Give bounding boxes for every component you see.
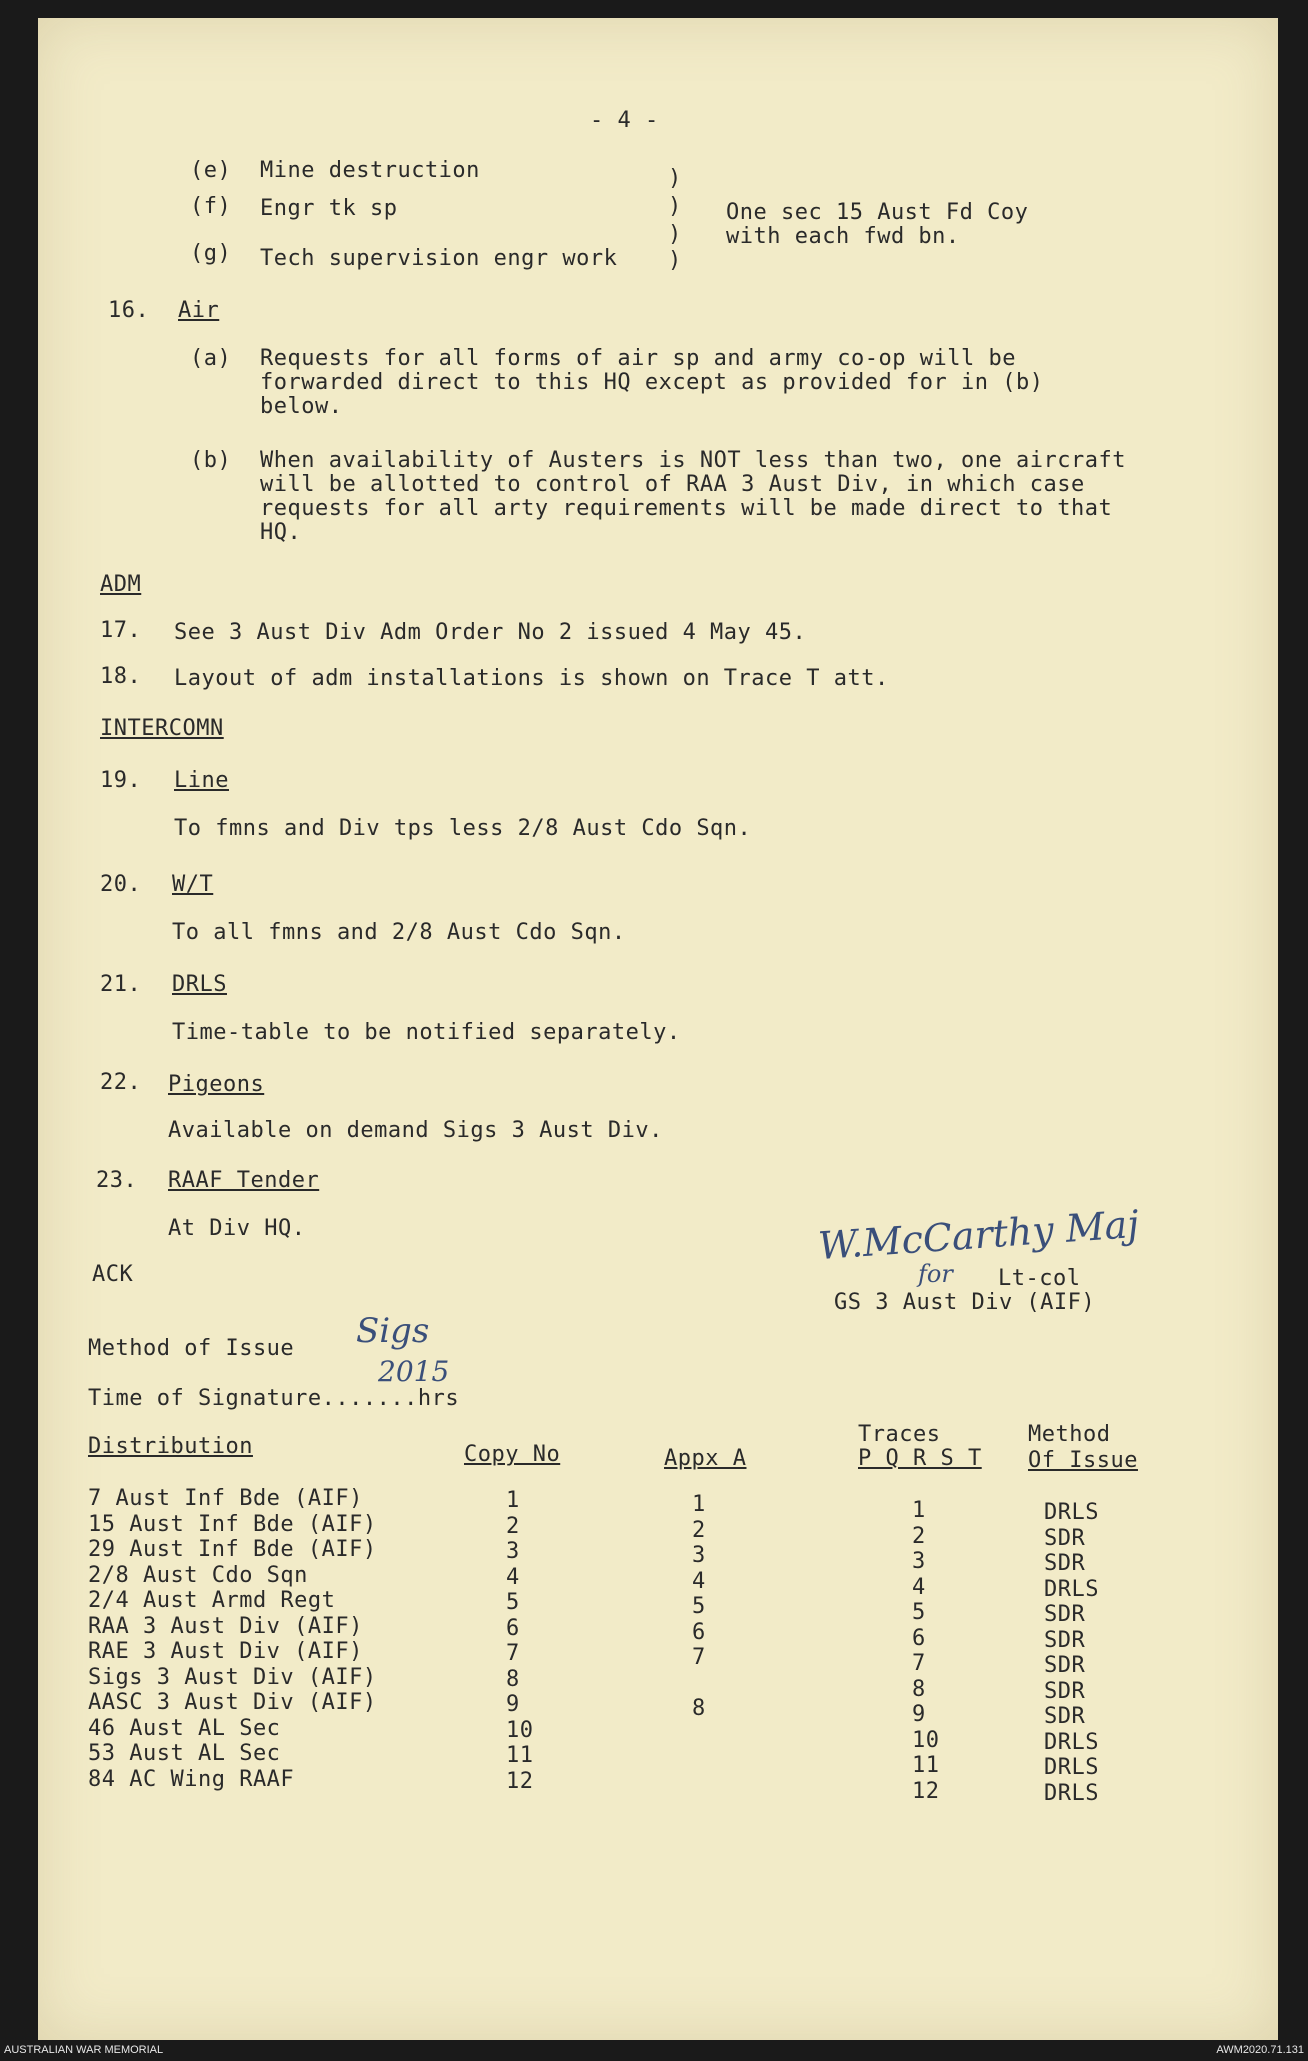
- dist-appx-cell: 3: [692, 1543, 706, 1568]
- header-appx: Appx A: [664, 1446, 747, 1471]
- bracket: ): [668, 166, 682, 191]
- dist-copy-cell: 12: [506, 1768, 534, 1794]
- time-of-signature-handwritten: 2015: [378, 1355, 450, 1388]
- dist-unit-cell: 53 Aust AL Sec: [88, 1741, 281, 1766]
- dist-unit-cell: Sigs 3 Aust Div (AIF): [88, 1664, 377, 1690]
- para19-number: 19.: [100, 768, 142, 793]
- dist-appx-cell: 7: [692, 1645, 706, 1670]
- page-number: - 4 -: [590, 108, 659, 133]
- para19-heading: Line: [174, 768, 229, 793]
- dist-method-cell: DRLS: [1044, 1500, 1099, 1525]
- header-method: Method: [1028, 1422, 1111, 1447]
- dist-unit-cell: 2/8 Aust Cdo Sqn: [88, 1562, 308, 1588]
- dist-unit-cell: 15 Aust Inf Bde (AIF): [88, 1511, 377, 1537]
- task-g-letter: (g): [190, 241, 232, 266]
- dist-trace-cell: 2: [912, 1523, 926, 1549]
- dist-unit-cell: 29 Aust Inf Bde (AIF): [88, 1537, 377, 1562]
- dist-copy-cell: 11: [506, 1743, 534, 1768]
- header-of-issue: Of Issue: [1028, 1448, 1138, 1473]
- para17-text: See 3 Aust Div Adm Order No 2 issued 4 May 45.: [174, 620, 807, 645]
- header-traces-sub: P Q R S T: [858, 1446, 982, 1471]
- dist-copy-cell: 9: [506, 1692, 520, 1717]
- footer-right: AWM2020.71.131: [1216, 2044, 1304, 2056]
- para22-heading: Pigeons: [168, 1072, 265, 1097]
- para16a-line: forwarded direct to this HQ except as provided for in (b): [260, 370, 1044, 395]
- header-traces: Traces: [858, 1422, 941, 1447]
- engr-note-line1: One sec 15 Aust Fd Coy: [726, 200, 1029, 225]
- dist-unit-cell: 7 Aust Inf Bde (AIF): [88, 1486, 363, 1511]
- para18-text: Layout of adm installations is shown on Trace T att.: [174, 666, 889, 691]
- dist-copy-cell: 6: [506, 1615, 520, 1641]
- archive-footer: [0, 2040, 1308, 2061]
- dist-unit-cell: RAE 3 Aust Div (AIF): [88, 1639, 363, 1664]
- intercomn-heading: INTERCOMN: [100, 716, 224, 741]
- para21-heading: DRLS: [172, 972, 227, 997]
- dist-trace-cell: 11: [912, 1753, 940, 1778]
- engr-note-line2: with each fwd bn.: [726, 224, 960, 249]
- dist-method-cell: SDR: [1044, 1678, 1086, 1704]
- para20-text: To all fmns and 2/8 Aust Cdo Sqn.: [172, 920, 626, 945]
- footer-left: AUSTRALIAN WAR MEMORIAL: [4, 2044, 164, 2056]
- dist-trace-cell: 1: [912, 1498, 926, 1523]
- dist-copy-cell: 1: [506, 1488, 520, 1513]
- dist-copy-cell: 2: [506, 1513, 520, 1539]
- dist-copy-cell: 3: [506, 1539, 520, 1564]
- dist-trace-cell: 10: [912, 1727, 940, 1753]
- bracket: ): [668, 222, 682, 247]
- adm-heading: ADM: [100, 572, 142, 597]
- para23-heading: RAAF Tender: [168, 1168, 320, 1193]
- task-g-text: Tech supervision engr work: [260, 246, 618, 271]
- task-e-text: Mine destruction: [260, 158, 480, 183]
- dist-method-cell: SDR: [1044, 1704, 1086, 1729]
- dist-copy-cell: 5: [506, 1590, 520, 1615]
- signature-for: for: [918, 1260, 953, 1288]
- task-e-letter: (e): [190, 158, 232, 183]
- para16b-line: requests for all arty requirements will be made direct to that: [260, 496, 1113, 521]
- dist-method-cell: SDR: [1044, 1627, 1086, 1653]
- dist-trace-cell: 5: [912, 1600, 926, 1625]
- dist-appx-cell: 1: [692, 1492, 706, 1517]
- para16a-letter: (a): [190, 346, 232, 371]
- para16b-line: When availability of Austers is NOT less than two, one aircraft: [260, 448, 1126, 473]
- para19-text: To fmns and Div tps less 2/8 Aust Cdo Sqn.: [174, 816, 752, 841]
- para17-number: 17.: [100, 618, 142, 643]
- dist-copy-cell: 8: [506, 1666, 520, 1692]
- dist-appx-cell: 2: [692, 1517, 706, 1543]
- para16-heading: Air: [178, 298, 220, 323]
- para23-number: 23.: [96, 1168, 138, 1193]
- dist-copy-cell: 10: [506, 1717, 534, 1743]
- bracket: ): [668, 194, 682, 219]
- dist-appx-cell: 4: [692, 1568, 706, 1594]
- dist-trace-cell: 6: [912, 1625, 926, 1651]
- dist-trace-cell: 12: [912, 1778, 940, 1804]
- dist-unit-cell: AASC 3 Aust Div (AIF): [88, 1690, 377, 1715]
- dist-trace-cell: 9: [912, 1702, 926, 1727]
- handwritten-signature: W.McCarthy Maj: [816, 1201, 1141, 1269]
- dist-method-cell: DRLS: [1044, 1576, 1099, 1602]
- dist-method-cell: SDR: [1044, 1602, 1086, 1627]
- dist-copy-cell: 4: [506, 1564, 520, 1590]
- time-of-signature-label: Time of Signature.......hrs: [88, 1386, 460, 1411]
- dist-method-cell: SDR: [1044, 1551, 1086, 1576]
- para16b-letter: (b): [190, 448, 232, 473]
- dist-trace-cell: 4: [912, 1574, 926, 1600]
- para20-number: 20.: [100, 872, 142, 897]
- para22-number: 22.: [100, 1070, 142, 1095]
- method-of-issue-label: Method of Issue: [88, 1336, 295, 1361]
- dist-unit-cell: 46 Aust AL Sec: [88, 1715, 281, 1741]
- para20-heading: W/T: [172, 872, 214, 897]
- para21-number: 21.: [100, 972, 142, 997]
- header-distribution: Distribution: [88, 1434, 253, 1459]
- dist-method-cell: SDR: [1044, 1525, 1086, 1551]
- para18-number: 18.: [100, 664, 142, 689]
- document-page: [38, 18, 1278, 2040]
- para16a-line: below.: [260, 394, 343, 419]
- bracket: ): [668, 248, 682, 273]
- signature-rank: Lt-col: [998, 1266, 1081, 1291]
- para16b-line: will be allotted to control of RAA 3 Aust Div, in which case: [260, 472, 1085, 497]
- header-copy-no: Copy No: [464, 1442, 561, 1467]
- para16a-line: Requests for all forms of air sp and army co-op will be: [260, 346, 1016, 371]
- dist-appx-cell: 6: [692, 1619, 706, 1645]
- task-f-letter: (f): [190, 194, 232, 219]
- dist-trace-cell: 7: [912, 1651, 926, 1676]
- dist-copy-cell: 7: [506, 1641, 520, 1666]
- dist-trace-cell: 3: [912, 1549, 926, 1574]
- para16-number: 16.: [108, 298, 150, 323]
- para23-text: At Div HQ.: [168, 1216, 306, 1241]
- dist-method-cell: DRLS: [1044, 1729, 1099, 1755]
- ack-label: ACK: [92, 1262, 134, 1287]
- dist-unit-cell: 2/4 Aust Armd Regt: [88, 1588, 336, 1613]
- dist-method-cell: SDR: [1044, 1653, 1086, 1678]
- dist-appx-cell: 8: [692, 1696, 706, 1721]
- para16b-line: HQ.: [260, 520, 302, 545]
- signature-appointment: GS 3 Aust Div (AIF): [834, 1290, 1096, 1315]
- para21-text: Time-table to be notified separately.: [172, 1020, 681, 1045]
- dist-unit-cell: 84 AC Wing RAAF: [88, 1766, 295, 1792]
- task-f-text: Engr tk sp: [260, 196, 398, 221]
- dist-method-cell: DRLS: [1044, 1780, 1099, 1806]
- para22-text: Available on demand Sigs 3 Aust Div.: [168, 1118, 663, 1143]
- dist-trace-cell: 8: [912, 1676, 926, 1702]
- method-of-issue-handwritten: Sigs: [356, 1311, 430, 1351]
- dist-method-cell: DRLS: [1044, 1755, 1099, 1780]
- dist-appx-cell: 5: [692, 1594, 706, 1619]
- dist-unit-cell: RAA 3 Aust Div (AIF): [88, 1613, 363, 1639]
